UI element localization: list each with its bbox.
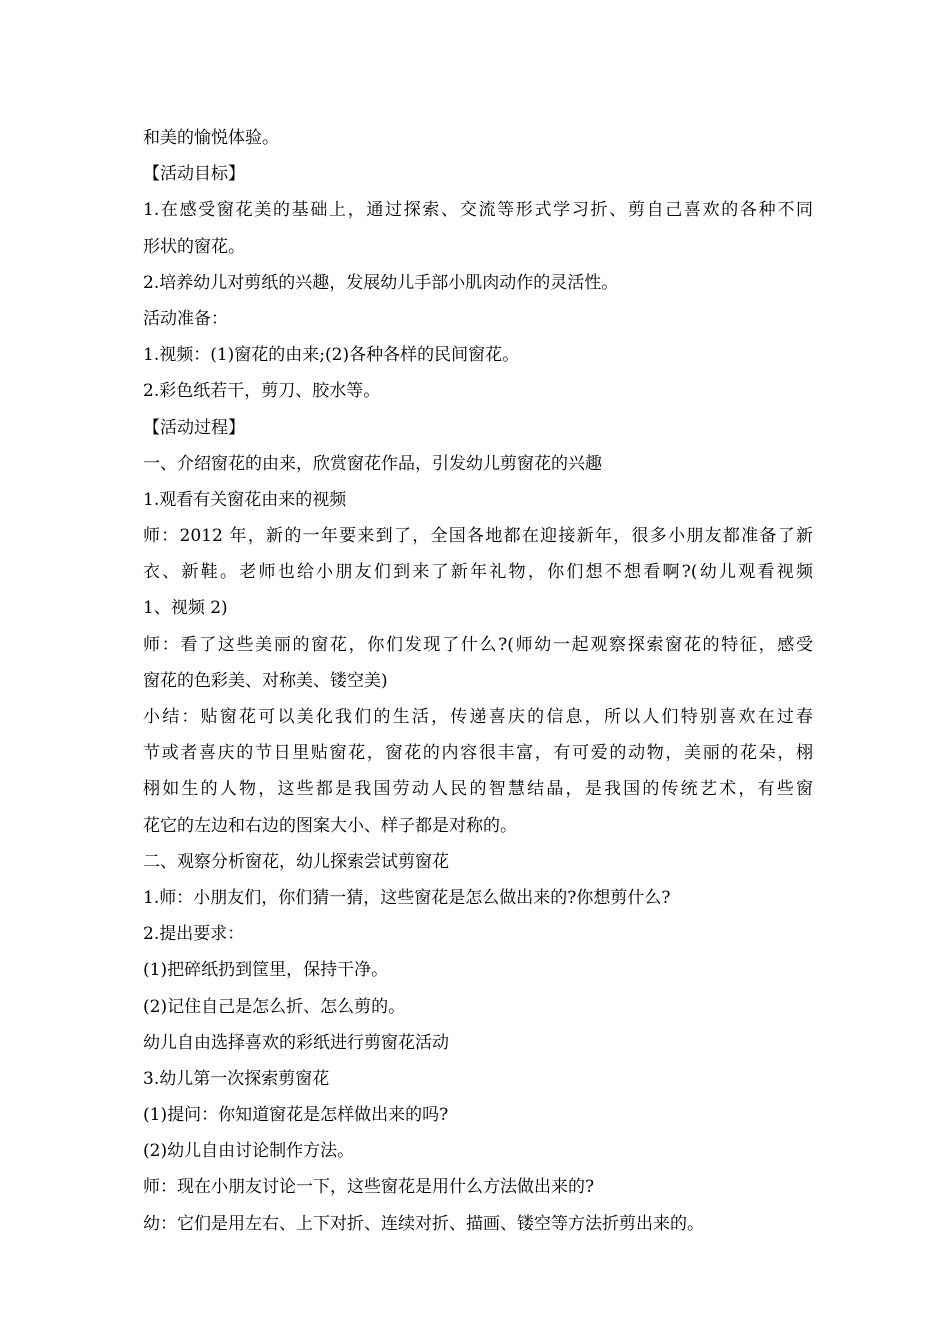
text-line: 师：看了这些美丽的窗花，你们发现了什么?(师幼一起观察探索窗花的特征，感受 [143,634,813,655]
subsection-heading: 二、观察分析窗花，幼儿探索尝试剪窗花 [143,851,449,872]
text-line: 和美的愉悦体验。 [143,128,279,148]
section-heading: 活动准备： [143,308,228,329]
text-line: 3.幼儿第一次探索剪窗花 [143,1068,330,1089]
document-body [143,120,813,1242]
text-line: 师：2012 年，新的一年要来到了，全国各地都在迎接新年，很多小朋友都准备了新 [143,526,813,547]
text-line: 窗花的色彩美、对称美、镂空美) [143,670,388,691]
text-line: 小结：贴窗花可以美化我们的生活，传递喜庆的信息，所以人们特别喜欢在过春 [143,707,813,727]
text-line: 师：现在小朋友讨论一下，这些窗花是用什么方法做出来的? [143,1177,595,1198]
text-line: 2.提出要求： [143,924,245,945]
text-line: (1)提问：你知道窗花是怎样做出来的吗? [143,1105,449,1126]
text-line: 节或者喜庆的节日里贴窗花，窗花的内容很丰富，有可爱的动物，美丽的花朵，栩 [143,743,813,764]
text-line: 1.观看有关窗花由来的视频 [143,489,347,510]
text-line: (1)把碎纸扔到筐里，保持干净。 [143,960,389,981]
subsection-heading: 一、介绍窗花的由来，欣赏窗花作品，引发幼儿剪窗花的兴趣 [143,453,602,474]
text-line: 幼儿自由选择喜欢的彩纸进行剪窗花活动 [143,1032,449,1053]
text-line: (2)记住自己是怎么折、怎么剪的。 [143,996,406,1017]
section-heading: 【活动目标】 [143,164,245,185]
text-line: 2.彩色纸若干，剪刀、胶水等。 [143,381,381,402]
text-line: 1.视频：(1)窗花的由来;(2)各种各样的民间窗花。 [143,345,520,366]
text-line: (2)幼儿自由讨论制作方法。 [143,1141,355,1162]
text-line: 幼：它们是用左右、上下对折、连续对折、描画、镂空等方法折剪出来的。 [143,1213,704,1234]
text-line: 1.师：小朋友们，你们猜一猜，这些窗花是怎么做出来的?你想剪什么? [143,887,671,908]
text-line: 1.在感受窗花美的基础上，通过探索、交流等形式学习折、剪自己喜欢的各种不同 [143,200,813,221]
text-line: 衣、新鞋。老师也给小朋友们到来了新年礼物，你们想不想看啊?(幼儿观看视频 [143,562,813,583]
text-line: 形状的窗花。 [143,236,245,257]
text-line: 栩如生的人物，这些都是我国劳动人民的智慧结晶，是我国的传统艺术，有些窗 [143,779,813,800]
section-heading: 【活动过程】 [143,417,245,438]
text-line: 花它的左边和右边的图案大小、样子都是对称的。 [143,815,517,836]
text-line: 2.培养幼儿对剪纸的兴趣，发展幼儿手部小肌肉动作的灵活性。 [143,272,619,293]
text-line: 1、视频 2) [143,598,228,619]
